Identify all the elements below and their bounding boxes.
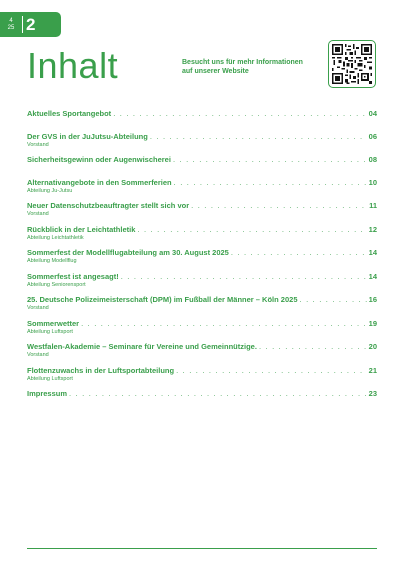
toc-page-number: 11 <box>369 201 377 210</box>
toc-title: Sicherheitsgewinn oder Augenwischerei <box>27 155 171 164</box>
toc-title: Neuer Datenschutzbeauftragter stellt sich vor <box>27 201 190 210</box>
toc-page-number: 14 <box>368 248 377 257</box>
toc-title: Rückblick in der Leichtathletik <box>27 224 136 234</box>
toc-row <box>27 154 377 165</box>
toc-title: Impressum <box>27 389 68 398</box>
toc-title: Flottenzuwachs in der Luftsportabteilung <box>27 365 175 375</box>
toc-title: Sommerfest der Modellflugabteilung am 30. August 2025 <box>27 248 229 257</box>
toc-leader-dots <box>191 200 367 211</box>
toc-page-number: 12 <box>368 224 377 234</box>
toc-department: Abteilung Luftsport <box>27 328 73 335</box>
bottom-rule <box>27 548 377 549</box>
toc-title: Sommerfest ist angesagt! <box>27 271 119 281</box>
toc-row <box>27 365 377 376</box>
toc-department: Abteilung Modellflug <box>27 258 77 264</box>
toc-title: Alternativangebote in den Sommerferien <box>27 177 172 187</box>
toc-entry[interactable] <box>27 131 377 149</box>
toc-entry[interactable] <box>27 318 377 336</box>
toc-entry[interactable] <box>27 294 377 312</box>
toc-leader-dots <box>231 247 367 258</box>
toc-department: Abteilung Ju-Jutsu <box>27 187 73 194</box>
toc-leader-dots <box>176 365 367 376</box>
toc-leader-dots <box>137 224 366 235</box>
toc-entry[interactable] <box>27 388 377 399</box>
toc-leader-dots <box>150 131 367 142</box>
issue-year: 25 <box>7 24 15 31</box>
qr-hint <box>182 58 322 76</box>
toc-entry[interactable] <box>27 365 377 383</box>
toc-page-number: 04 <box>368 109 377 118</box>
toc-department: Vorstand <box>27 141 49 148</box>
toc-row <box>27 108 377 119</box>
toc-title: Westfalen-Akademie – Seminare für Vereine und Gemeinnützige. <box>27 342 257 351</box>
toc-leader-dots <box>113 108 366 119</box>
toc-department: Vorstand <box>27 211 49 217</box>
toc-entry[interactable] <box>27 177 377 195</box>
qr-code[interactable] <box>328 40 376 88</box>
toc-row <box>27 341 377 352</box>
toc-department: Abteilung Luftsport <box>27 375 73 382</box>
toc-row <box>27 177 377 188</box>
toc-page-number: 21 <box>368 365 377 375</box>
toc-leader-dots <box>121 271 367 282</box>
toc-entry[interactable] <box>27 200 377 218</box>
issue-tab <box>0 12 61 37</box>
page-number: 2 <box>26 15 36 34</box>
toc-page-number: 08 <box>368 155 377 164</box>
page-title: Inhalt <box>27 45 119 86</box>
toc-title: 25. Deutsche Polizeimeisterschaft (DPM) im Fußball der Männer – Köln 2025 <box>27 295 298 304</box>
table-of-contents <box>27 108 377 399</box>
toc-title: Der GVS in der JuJutsu-Abteilung <box>27 131 148 141</box>
toc-leader-dots <box>81 318 367 329</box>
toc-entry[interactable] <box>27 341 377 359</box>
toc-entry[interactable] <box>27 108 377 119</box>
toc-title: Aktuelles Sportangebot <box>27 109 112 118</box>
toc-row <box>27 200 377 211</box>
qr-code-icon <box>332 44 372 84</box>
toc-department: Vorstand <box>27 305 49 311</box>
toc-row <box>27 131 377 142</box>
issue-month: 4 <box>9 17 13 24</box>
toc-leader-dots <box>69 388 367 399</box>
toc-title: Sommerwetter <box>27 318 80 328</box>
toc-row <box>27 318 377 329</box>
toc-page-number: 23 <box>368 389 377 398</box>
toc-page-number: 06 <box>368 131 377 141</box>
toc-entry[interactable] <box>27 154 377 165</box>
toc-row <box>27 271 377 282</box>
toc-page-number: 20 <box>368 342 377 351</box>
issue-date <box>0 18 22 32</box>
toc-leader-dots <box>173 154 367 165</box>
toc-page-number: 19 <box>368 318 377 328</box>
toc-entry[interactable] <box>27 271 377 289</box>
toc-department: Vorstand <box>27 352 49 358</box>
toc-page-number: 16 <box>368 295 377 304</box>
toc-entry[interactable] <box>27 247 377 265</box>
toc-row <box>27 294 377 305</box>
toc-department: Abteilung Seniorensport <box>27 281 86 288</box>
issue-divider <box>22 16 23 33</box>
toc-leader-dots <box>300 294 367 305</box>
toc-leader-dots <box>259 341 367 352</box>
toc-department: Abteilung Leichtathletik <box>27 234 84 241</box>
toc-row <box>27 388 377 399</box>
toc-page-number: 14 <box>368 271 377 281</box>
qr-hint-line1: Besucht uns für mehr Informationen <box>182 59 303 66</box>
toc-row <box>27 247 377 258</box>
toc-row <box>27 224 377 235</box>
qr-hint-line2: auf unserer Website <box>182 68 249 75</box>
toc-leader-dots <box>174 177 367 188</box>
toc-entry[interactable] <box>27 224 377 242</box>
toc-page-number: 10 <box>368 177 377 187</box>
